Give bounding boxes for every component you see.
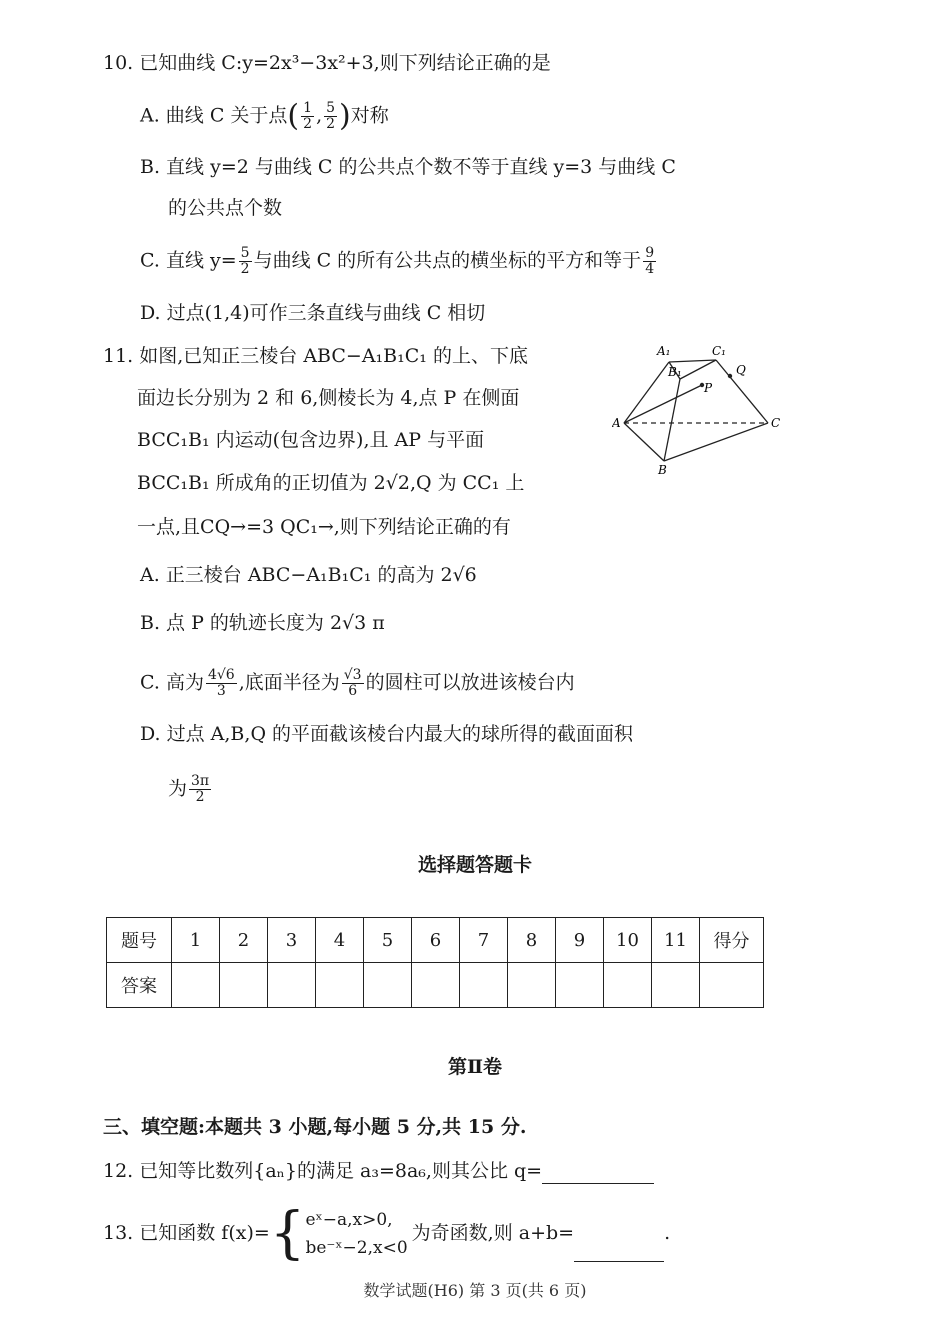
section-3-heading: 三、填空题:本题共 3 小题,每小题 5 分,共 15 分. [103,1116,527,1138]
q10-a-pre: A. 曲线 C 关于点 [140,104,288,127]
answer-cell[interactable] [220,963,268,1008]
answer-cell[interactable] [508,963,556,1008]
q10-stem: 10. 已知曲线 C:y=2x³−3x²+3,则下列结论正确的是 [103,52,551,74]
table-row [107,963,764,1008]
q11-d-pre: 为 [168,777,188,800]
col-number: 8 [508,918,556,963]
edge-bc [664,423,768,461]
q11-stem-line2: 面边长分别为 2 和 6,侧棱长为 4,点 P 在侧面 [137,387,520,409]
answer-cell[interactable] [604,963,652,1008]
frac-den: 2 [240,261,250,277]
q13-pre: 13. 已知函数 f(x)= [103,1222,270,1244]
frac-num: 1 [303,100,313,116]
q11-option-a: A. 正三棱台 ABC−A₁B₁C₁ 的高为 2√6 [140,564,477,586]
q11-option-c [140,668,575,699]
q13-case2: be⁻ˣ−2,x<0 [305,1238,408,1258]
row-head-number: 题号 [107,918,172,963]
frac-num: 3π [191,773,210,789]
q10-option-d: D. 过点(1,4)可作三条直线与曲线 C 相切 [140,302,486,324]
frac-den: 4 [645,261,655,277]
q10-a-frac2 [324,101,337,132]
q10-a-post: 对称 [350,104,389,127]
label-p: P [704,381,713,395]
answer-cell[interactable] [172,963,220,1008]
q10-a-frac1 [301,101,314,132]
answer-cell[interactable] [556,963,604,1008]
frac-num: 4√6 [207,667,235,683]
col-number: 1 [172,918,220,963]
segment-ap [624,385,702,423]
label-a: A [612,416,621,430]
q12-text: 12. 已知等比数列{aₙ}的满足 a₃=8a₆,则其公比 q= [103,1160,543,1182]
frac-den: 2 [326,116,336,132]
col-number: 2 [220,918,268,963]
brace-icon: { [269,1201,306,1266]
q13-post: 为奇函数,则 a+b= [411,1222,575,1244]
q11-stem-line1: 11. 如图,已知正三棱台 ABC−A₁B₁C₁ 的上、下底 [103,345,528,367]
q11-option-d-line2 [168,774,213,805]
volume-2-title: 第Ⅱ卷 [447,1056,502,1078]
answer-cell[interactable] [364,963,412,1008]
q13-end: . [664,1222,671,1244]
frac-den: 3 [216,683,226,699]
edge-b1c1 [680,360,716,379]
q13-blank[interactable] [574,1243,664,1262]
point-q [728,374,732,378]
frac-num: 5 [240,245,250,261]
frac-num: 9 [645,245,655,261]
label-c1: C₁ [712,344,726,358]
row-head-answer: 答案 [107,963,172,1008]
answer-cell[interactable] [412,963,460,1008]
col-number: 3 [268,918,316,963]
edge-a1c1 [669,360,716,362]
score-cell[interactable] [700,963,764,1008]
frustum-figure [612,342,790,478]
col-number: 5 [364,918,412,963]
q11-d-frac [189,774,211,805]
col-score-head: 得分 [700,918,764,963]
q10-c-pre: C. 直线 y= [140,249,237,272]
q10-c-frac2 [643,246,656,277]
label-b: B [658,463,667,477]
q10-option-a: A. 曲线 C 关于点( $\frac{1}{2}$ , $\frac{5}{2}$ )对称 [140,98,389,134]
q13-case1: eˣ−a,x>0, [305,1210,393,1230]
q13 [103,1201,671,1268]
table-row [107,918,764,963]
q11-stem-line5: 一点,且CQ→=3 QC₁→,则下列结论正确的有 [137,516,511,538]
edge-ab [624,423,664,461]
frac-den: 2 [303,116,313,132]
label-a1: A₁ [657,344,671,358]
q12-blank[interactable] [542,1165,654,1184]
col-number: 7 [460,918,508,963]
q11-c-mid: ,底面半径为 [238,671,340,694]
paren-open: ( [287,98,300,134]
q11-c-pre: C. 高为 [140,671,204,694]
frac-num: √3 [343,667,362,683]
q12 [103,1158,654,1184]
q13-piecewise [305,1206,407,1262]
q11-c-frac2 [342,668,364,699]
q11-option-d-line1: D. 过点 A,B,Q 的平面截该棱台内最大的球所得的截面面积 [140,723,634,745]
col-number: 9 [556,918,604,963]
frac-den: 6 [348,683,358,699]
answer-cell[interactable] [268,963,316,1008]
col-number: 4 [316,918,364,963]
q11-c-frac1 [206,668,237,699]
answer-cell[interactable] [460,963,508,1008]
edge-bb1 [664,379,680,461]
col-number: 11 [652,918,700,963]
label-b1: B₁ [668,365,682,379]
label-q: Q [736,363,746,377]
q10-c-mid: 与曲线 C 的所有公共点的横坐标的平方和等于 [253,249,642,272]
q10-option-c [140,246,658,277]
answer-card-title: 选择题答题卡 [417,854,532,876]
col-number: 10 [604,918,652,963]
edge-aa1 [624,362,669,423]
q10-c-frac1 [239,246,252,277]
q11-stem-line3: BCC₁B₁ 内运动(包含边界),且 AP 与平面 [137,429,485,451]
answer-cell[interactable] [652,963,700,1008]
frac-den: 2 [195,789,205,805]
q10-option-b-line2: 的公共点个数 [168,197,283,219]
q11-option-b: B. 点 P 的轨迹长度为 2√3 π [140,612,385,634]
q11-stem-line4: BCC₁B₁ 所成角的正切值为 2√2,Q 为 CC₁ 上 [137,472,525,494]
label-c: C [771,416,781,430]
page-footer: 数学试题(H6) 第 3 页(共 6 页) [363,1281,587,1300]
answer-cell[interactable] [316,963,364,1008]
paren-close: ) [339,98,351,134]
frac-num: 5 [326,100,336,116]
answer-card-table [106,917,764,1008]
q10-option-b-line1: B. 直线 y=2 与曲线 C 的公共点个数不等于直线 y=3 与曲线 C [140,156,676,178]
q11-c-post: 的圆柱可以放进该棱台内 [365,671,575,694]
col-number: 6 [412,918,460,963]
